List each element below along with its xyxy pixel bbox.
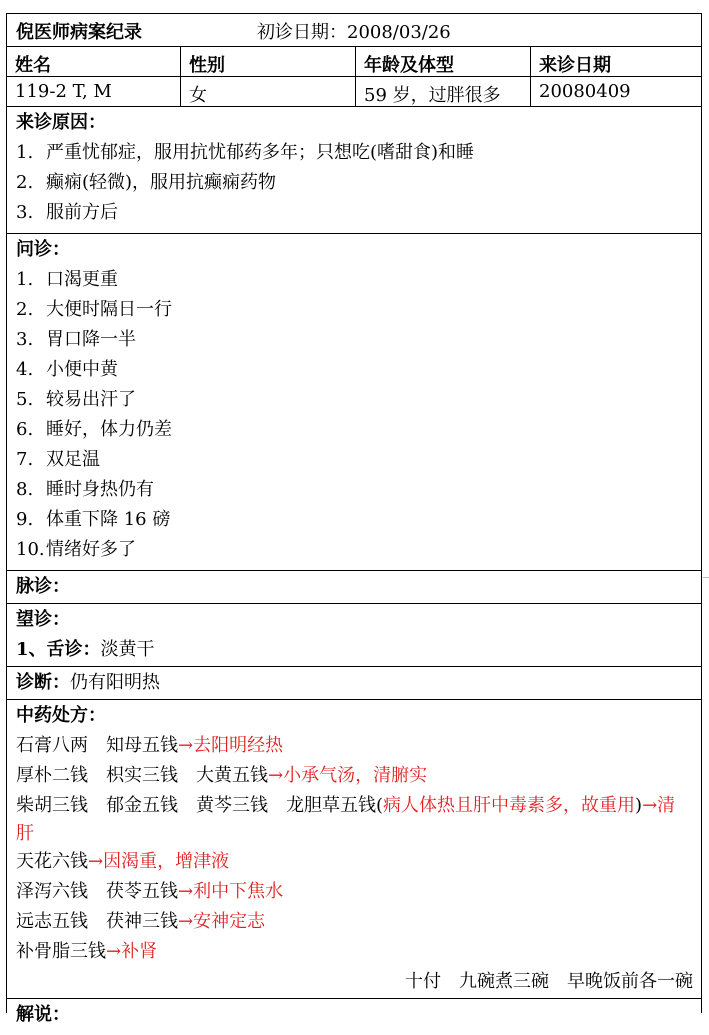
list-item: 2. 癫痫(轻微)，服用抗癫痫药物 [16, 172, 277, 193]
arrow-icon: → [268, 765, 284, 786]
header-gender: 性别 [181, 47, 356, 76]
reason-heading: 来诊原因： [16, 112, 106, 133]
prescription-line: 石膏八两 知母五钱→去阳明经热 [16, 735, 284, 756]
inquiry-section [7, 234, 701, 571]
explanation-section [7, 999, 701, 1035]
explanation-heading: 解说： [16, 1004, 70, 1025]
page-edge-mark [703, 577, 709, 578]
header-visit-date: 来诊日期 [539, 55, 611, 76]
prescription-heading: 中药处方： [16, 705, 106, 726]
prescription-line: 厚朴二钱 枳实三钱 大黄五钱→小承气汤，清腑实 [16, 765, 428, 786]
header-name: 姓名 [7, 47, 181, 76]
arrow-icon: → [88, 851, 104, 872]
list-item: 7. 双足温 [16, 449, 100, 470]
prescription-section [7, 700, 701, 999]
value-age-build: 59 岁，过胖很多 [356, 77, 531, 106]
list-item: 4. 小便中黄 [16, 359, 118, 380]
value-gender: 女 [181, 77, 356, 106]
prescription-line: 补骨脂三钱→补肾 [16, 941, 158, 962]
patient-header-row [7, 47, 701, 77]
diagnosis-line [16, 669, 701, 699]
prescription-line: 泽泻六钱 茯苓五钱→利中下焦水 [16, 881, 284, 902]
list-item: 6. 睡好，体力仍差 [16, 419, 172, 440]
observe-section [7, 604, 701, 667]
diagnosis-heading: 诊断： [16, 672, 70, 693]
first-visit [257, 18, 451, 44]
arrow-icon: → [178, 881, 194, 902]
observe-heading: 望诊： [16, 609, 70, 630]
value-name: 119-2 T, M [7, 77, 181, 106]
list-item: 8. 睡时身热仍有 [16, 479, 154, 500]
diagnosis-section [7, 667, 701, 700]
reason-section [7, 107, 701, 234]
arrow-icon: → [642, 795, 658, 816]
arrow-icon: → [178, 735, 194, 756]
diagnosis-value: 仍有阳明热 [70, 672, 160, 693]
prescription-line: 柴胡三钱 郁金五钱 黄芩三钱 龙胆草五钱(病人体热且肝中毒素多，故重用)→清肝 [16, 795, 676, 844]
value-visit-date: 20080409 [539, 81, 631, 102]
list-item: 5. 较易出汗了 [16, 389, 136, 410]
list-item: 3. 胃口降一半 [16, 329, 136, 350]
inquiry-heading: 问诊： [16, 239, 70, 260]
prescription-line: 远志五钱 茯神三钱→安神定志 [16, 911, 266, 932]
first-visit-date: 2008/03/26 [347, 22, 451, 43]
list-item: 3. 服前方后 [16, 202, 118, 223]
prescription-line: 天花六钱→因渴重，增津液 [16, 851, 230, 872]
first-visit-label: 初诊日期： [257, 22, 347, 43]
dosage-line: 十付 九碗煮三碗 早晚饭前各一碗 [405, 971, 693, 992]
patient-value-row [7, 77, 701, 107]
record-title: 倪医师病案纪录 [16, 22, 142, 43]
arrow-icon: → [178, 911, 194, 932]
title-row [7, 14, 701, 47]
tongue-label: 1、舌诊： [16, 639, 101, 660]
list-item: 2. 大便时隔日一行 [16, 299, 172, 320]
list-item: 10.情绪好多了 [16, 539, 136, 560]
pulse-heading: 脉诊： [16, 576, 70, 597]
header-age-build: 年龄及体型 [356, 47, 531, 76]
list-item: 1. 严重忧郁症，服用抗忧郁药多年；只想吃(嗜甜食)和睡 [16, 142, 475, 163]
tongue-line [16, 636, 701, 666]
tongue-value: 淡黄干 [100, 639, 155, 660]
arrow-icon: → [106, 941, 122, 962]
pulse-section [7, 571, 701, 604]
list-item: 9. 体重下降 16 磅 [16, 509, 171, 530]
list-item: 1. 口渴更重 [16, 269, 118, 290]
case-record-table [6, 13, 702, 1025]
